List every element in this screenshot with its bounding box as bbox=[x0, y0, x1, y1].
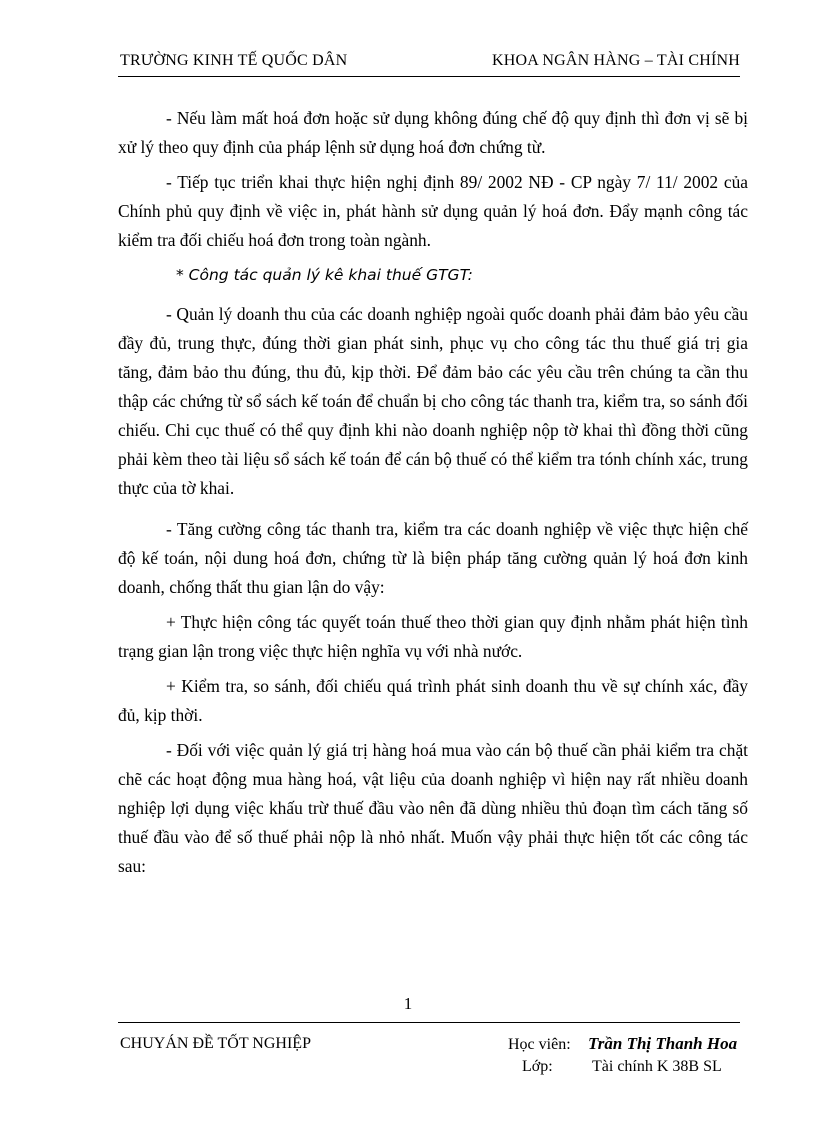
section-heading: * Công tác quản lý kê khai thuế GTGT: bbox=[176, 266, 473, 284]
paragraph-1: - Nếu làm mất hoá đơn hoặc sử dụng không đúng chế độ quy định thì đơn vị sẽ bị xử lý theo quy định của pháp lệnh sử dụng hoá đơn chứng từ. bbox=[118, 108, 748, 157]
class-value: Tài chính K 38B SL bbox=[592, 1058, 722, 1075]
paragraph-4: - Tăng cường công tác thanh tra, kiểm tra các doanh nghiệp về việc thực hiện chế độ kế toán, nội dung hoá đơn, chứng từ là biện pháp tăng cường quản lý hoá đơn kinh doanh, chống thất thu gian lận do vậy: bbox=[118, 519, 748, 597]
footer-student-info bbox=[508, 1033, 768, 1078]
footer-divider bbox=[118, 1022, 740, 1023]
paragraph-5: + Thực hiện công tác quyết toán thuế theo thời gian quy định nhằm phát hiện tình trạng gian lận trong việc thực hiện nghĩa vụ với nhà nước. bbox=[118, 612, 748, 661]
paragraph-3: - Quản lý doanh thu của các doanh nghiệp ngoài quốc doanh phải đảm bảo yêu cầu đầy đủ, trung thực, đúng thời gian phát sinh, phục vụ cho công tác thu thuế giá trị gia tăng, đảm bảo thu đúng, thu đủ, kịp thời. Để đảm bảo các yêu cầu trên chúng ta cần thu thập các chứng từ sổ sách kế toán để chuẩn bị cho công tác thanh tra, kiểm tra, so sánh đối chiếu. Chi cục thuế có thể quy định khi nào doanh nghiệp nộp tờ khai thì đồng thời cũng phải kèm theo tài liệu sổ sách kế toán để cán bộ thuế có thể kiểm tra tónh chính xác, trung thực của tờ khai. bbox=[118, 304, 748, 498]
class-label: Lớp: bbox=[522, 1058, 553, 1075]
paragraph-2: - Tiếp tục triển khai thực hiện nghị định 89/ 2002 NĐ - CP ngày 7/ 11/ 2002 của Chính phủ quy định về việc in, phát hành sử dụng quản lý hoá đơn. Đẩy mạnh công tác kiểm tra đối chiếu hoá đơn trong toàn ngành. bbox=[118, 172, 748, 250]
paragraph-6: + Kiểm tra, so sánh, đối chiếu quá trình phát sinh doanh thu về sự chính xác, đầy đủ, kịp thời. bbox=[118, 676, 748, 725]
student-name: Trần Thị Thanh Hoa bbox=[588, 1034, 738, 1053]
page-header bbox=[118, 52, 740, 76]
footer-title: CHUYÁN ĐỀ TỐT NGHIỆP bbox=[120, 1035, 311, 1052]
header-divider bbox=[118, 76, 740, 77]
document-body bbox=[118, 104, 748, 887]
page-number: 1 bbox=[403, 994, 413, 1013]
student-label: Học viên: bbox=[508, 1036, 571, 1053]
paragraph-7: - Đối với việc quản lý giá trị hàng hoá mua vào cán bộ thuế cần phải kiểm tra chặt chẽ các hoạt động mua hàng hoá, vật liệu của doanh nghiệp vì hiện nay rất nhiều doanh nghiệp lợi dụng việc khấu trừ thuế đầu vào nên đã dùng nhiều thủ đoạn tìm cách tăng số thuế đầu vào để số thuế phải nộp là nhỏ nhất. Muốn vậy phải thực hiện tốt các công tác sau: bbox=[118, 740, 748, 876]
header-school: TRƯỜNG KINH TẾ QUỐC DÂN bbox=[120, 52, 348, 69]
header-faculty: KHOA NGÂN HÀNG – TÀI CHÍNH bbox=[491, 52, 740, 69]
